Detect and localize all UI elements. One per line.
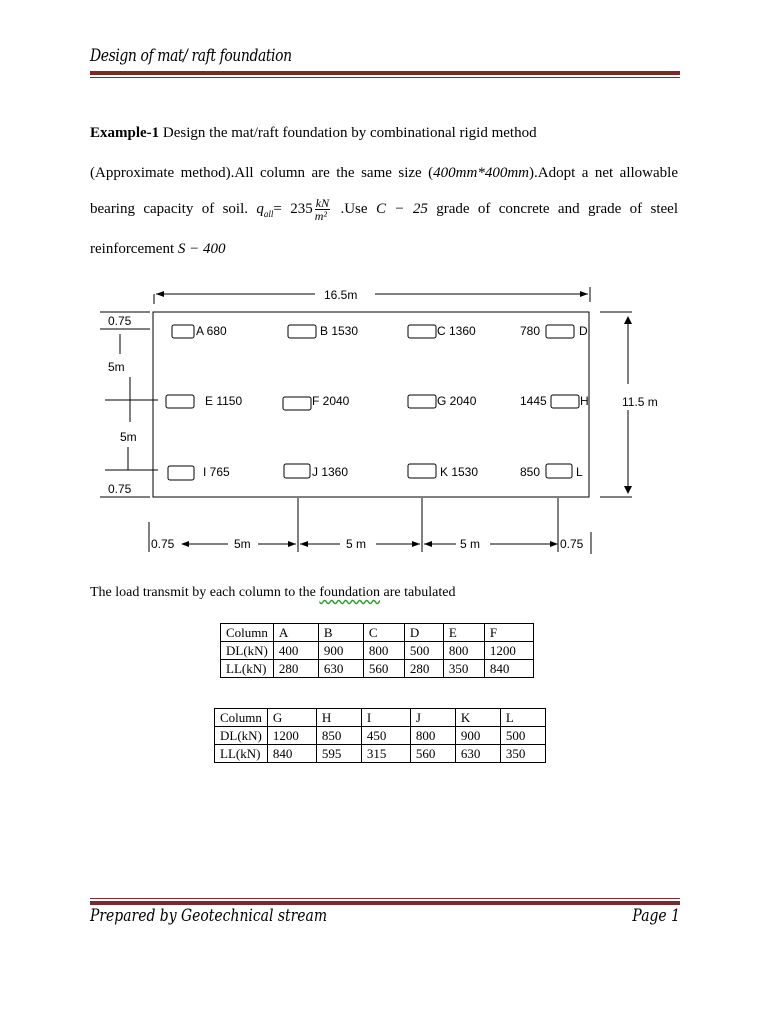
column-label: 850 bbox=[520, 465, 541, 479]
table-cell: 595 bbox=[316, 745, 361, 763]
column-box bbox=[408, 325, 436, 338]
q-symbol: q bbox=[256, 201, 264, 217]
concrete-grade: C − 25 bbox=[375, 201, 428, 217]
left-dim-top: 0.75 bbox=[108, 314, 132, 328]
arrowhead bbox=[288, 541, 296, 547]
table-cell: K bbox=[455, 709, 500, 727]
left-dim-5m-b: 5m bbox=[120, 430, 137, 444]
table-cell: A bbox=[273, 624, 318, 642]
table-cell: LL(kN) bbox=[221, 660, 274, 678]
column-box bbox=[168, 466, 194, 480]
column-label: 1445 bbox=[520, 394, 547, 408]
caption-text-after: are tabulated bbox=[380, 585, 456, 600]
column-box bbox=[283, 397, 311, 410]
arrowhead bbox=[624, 486, 632, 494]
column-letter: D bbox=[579, 324, 588, 338]
column-label: B 1530 bbox=[320, 324, 359, 338]
arrowhead bbox=[181, 541, 189, 547]
table-cell: 280 bbox=[404, 660, 443, 678]
table-cell: 900 bbox=[455, 727, 500, 745]
line2-text-a: (Approximate method).All column are the same size ( bbox=[90, 165, 434, 181]
table-cell: 500 bbox=[500, 727, 545, 745]
example-line-3 bbox=[90, 192, 678, 231]
table-cell: I bbox=[361, 709, 410, 727]
table-cell: 840 bbox=[484, 660, 533, 678]
arrowhead bbox=[300, 541, 308, 547]
column-label: G 2040 bbox=[437, 394, 477, 408]
column-label: 780 bbox=[520, 324, 541, 338]
column-label: E 1150 bbox=[205, 394, 243, 408]
table-cell: 1200 bbox=[267, 727, 316, 745]
arrowhead bbox=[412, 541, 420, 547]
table-cell: B bbox=[318, 624, 363, 642]
column-size: 400mm*400mm bbox=[433, 165, 530, 181]
line4-text: reinforcement bbox=[90, 241, 178, 257]
table-cell: H bbox=[316, 709, 361, 727]
arrowhead bbox=[580, 291, 588, 297]
column-label: A 680 bbox=[196, 324, 227, 338]
column-layout-svg bbox=[100, 282, 680, 562]
bottom-dim-label: 5m bbox=[234, 537, 251, 551]
table-row bbox=[221, 660, 534, 678]
table-row bbox=[221, 642, 534, 660]
header-rule bbox=[90, 71, 680, 75]
table-cell: F bbox=[484, 624, 533, 642]
column-label: F 2040 bbox=[312, 394, 350, 408]
column-label: I 765 bbox=[203, 465, 230, 479]
column-box bbox=[172, 325, 194, 338]
table-cell: J bbox=[410, 709, 455, 727]
load-table-1 bbox=[220, 623, 534, 678]
left-dim-5m-a: 5m bbox=[108, 360, 125, 374]
caption-underlined-word: foundation bbox=[319, 585, 381, 600]
table-cell: 1200 bbox=[484, 642, 533, 660]
caption-text-before: The load transmit by each column to the bbox=[90, 585, 320, 600]
table-cell: 630 bbox=[455, 745, 500, 763]
table-cell: 800 bbox=[443, 642, 484, 660]
bottom-dim-label: 5 m bbox=[460, 537, 481, 551]
column-box bbox=[408, 395, 436, 408]
table-cell: 450 bbox=[361, 727, 410, 745]
table-cell: L bbox=[500, 709, 545, 727]
example-line-1 bbox=[90, 124, 678, 142]
column-label: C 1360 bbox=[437, 324, 476, 338]
table-cell: 400 bbox=[273, 642, 318, 660]
header-rule-thin bbox=[90, 77, 680, 78]
table-cell: 280 bbox=[273, 660, 318, 678]
table-cell: DL(kN) bbox=[221, 642, 274, 660]
column-letter: H bbox=[580, 394, 589, 408]
footer-page-number: Page 1 bbox=[632, 906, 680, 926]
unit-denominator: m² bbox=[314, 209, 328, 224]
width-label: 16.5m bbox=[324, 288, 358, 302]
table-cell: 800 bbox=[363, 642, 404, 660]
arrowhead bbox=[550, 541, 558, 547]
example-line1-text: Design the mat/raft foundation by combinational rigid method bbox=[159, 125, 537, 141]
table-cell: E bbox=[443, 624, 484, 642]
table-caption bbox=[90, 585, 455, 601]
column-box bbox=[288, 325, 316, 338]
q-value: = 235 bbox=[273, 201, 313, 217]
table-cell: Column bbox=[221, 624, 274, 642]
footer-rule bbox=[90, 901, 680, 905]
table-cell: 500 bbox=[404, 642, 443, 660]
column-box bbox=[551, 395, 579, 408]
page-header-title: Design of mat/ raft foundation bbox=[90, 46, 292, 66]
table-cell: 840 bbox=[267, 745, 316, 763]
unit-numerator: kN bbox=[315, 196, 330, 211]
column-box bbox=[284, 464, 310, 478]
steel-grade: S − 400 bbox=[177, 241, 226, 257]
column-label: J 1360 bbox=[312, 465, 349, 479]
line2-text-b: ).Adopt a net allowable bbox=[529, 165, 678, 181]
table-cell: 630 bbox=[318, 660, 363, 678]
bearing-capacity bbox=[256, 201, 273, 217]
arrowhead bbox=[424, 541, 432, 547]
column-box bbox=[166, 395, 194, 408]
line3-text-a: bearing capacity of soil. bbox=[90, 201, 248, 217]
example-line-2 bbox=[90, 164, 678, 182]
q-subscript: all bbox=[263, 209, 274, 219]
arrowhead bbox=[156, 291, 164, 297]
bottom-dim-label: 0.75 bbox=[560, 537, 584, 551]
table-cell: Column bbox=[215, 709, 268, 727]
table-row bbox=[215, 709, 546, 727]
table-cell: C bbox=[363, 624, 404, 642]
table-row bbox=[215, 745, 546, 763]
unit-fraction bbox=[315, 197, 330, 222]
column-box bbox=[408, 464, 436, 478]
table-cell: 350 bbox=[500, 745, 545, 763]
bottom-dim-label: 5 m bbox=[346, 537, 367, 551]
column-box bbox=[546, 464, 572, 478]
table-cell: 850 bbox=[316, 727, 361, 745]
table-cell: 315 bbox=[361, 745, 410, 763]
column-box bbox=[546, 325, 574, 338]
table-cell: 560 bbox=[363, 660, 404, 678]
footer-rule-thin bbox=[90, 898, 680, 899]
left-dim-bottom: 0.75 bbox=[108, 482, 132, 496]
footer-prepared-by: Prepared by Geotechnical stream bbox=[90, 906, 328, 926]
table-cell: G bbox=[267, 709, 316, 727]
table-row bbox=[221, 624, 534, 642]
example-label: Example-1 bbox=[90, 125, 160, 141]
table-cell: 900 bbox=[318, 642, 363, 660]
load-table-2 bbox=[214, 708, 546, 763]
arrowhead bbox=[624, 316, 632, 324]
table-cell: 560 bbox=[410, 745, 455, 763]
table-cell: D bbox=[404, 624, 443, 642]
table-cell: 350 bbox=[443, 660, 484, 678]
column-layout-figure bbox=[100, 282, 680, 562]
column-label: K 1530 bbox=[440, 465, 479, 479]
line3-text-b: .Use bbox=[332, 201, 376, 217]
bottom-dim-label: 0.75 bbox=[151, 537, 175, 551]
example-line-4 bbox=[90, 240, 678, 258]
height-label: 11.5 m bbox=[622, 395, 658, 409]
table-cell: 800 bbox=[410, 727, 455, 745]
line3-text-c: grade of concrete and grade of steel bbox=[427, 201, 679, 217]
column-letter: L bbox=[576, 465, 583, 479]
table-row bbox=[215, 727, 546, 745]
table-cell: DL(kN) bbox=[215, 727, 268, 745]
table-cell: LL(kN) bbox=[215, 745, 268, 763]
